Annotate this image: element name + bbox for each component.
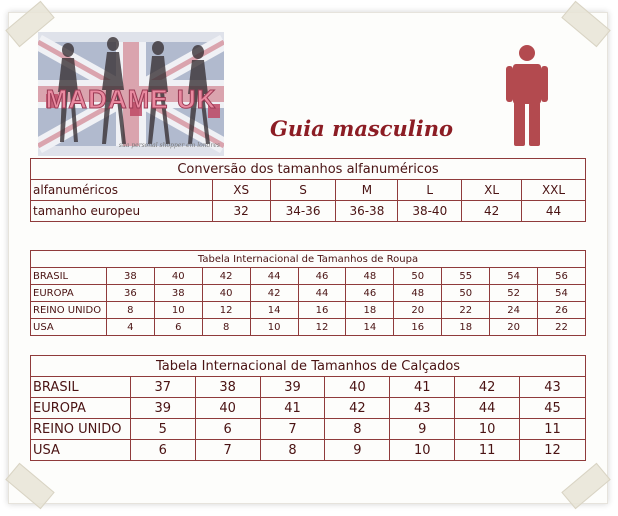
table-cell: 8 [106,302,154,319]
table-cell: 42 [462,201,522,222]
table-cell: 46 [298,268,346,285]
table-cell: 7 [260,419,325,440]
table-cell: 6 [195,419,260,440]
table-cell: 9 [390,419,455,440]
table-cell: XXL [522,180,586,201]
table-cell: 7 [195,440,260,461]
table-cell: 4 [106,319,154,336]
shoe-size-table [30,355,586,461]
table-cell: 56 [538,268,586,285]
table-cell: 14 [346,319,394,336]
table-row [31,201,586,222]
table-cell: 36 [106,285,154,302]
table-row [31,268,586,285]
row-label: USA [31,319,107,336]
table-row [31,398,586,419]
table-cell: XL [462,180,522,201]
table-cell: 37 [130,377,195,398]
table-cell: 50 [442,285,490,302]
table-cell: 43 [520,377,586,398]
table-cell: 46 [346,285,394,302]
table-cell: 42 [455,377,520,398]
table-cell: 42 [202,268,250,285]
table-cell: 10 [455,419,520,440]
table-cell: 42 [325,398,390,419]
table-cell: 16 [394,319,442,336]
clothing-size-table [30,250,586,336]
tape-corner [561,1,610,47]
table-cell: 40 [195,398,260,419]
tape-corner [561,463,610,509]
table-cell: 38-40 [398,201,462,222]
table-row [31,285,586,302]
table-cell: 36-38 [336,201,398,222]
table-cell: 52 [490,285,538,302]
page-title: Guia masculino [270,116,454,141]
table-cell: XS [212,180,270,201]
tape-corner [5,463,54,509]
table-cell: 5 [130,419,195,440]
table-cell: 40 [202,285,250,302]
table-cell: 10 [390,440,455,461]
table-cell: L [398,180,462,201]
table-cell: 40 [325,377,390,398]
table-cell: 44 [298,285,346,302]
table-cell: 48 [346,268,394,285]
row-label: alfanuméricos [31,180,213,201]
table-cell: 38 [154,285,202,302]
man-figure-icon [505,44,549,148]
table-cell: 41 [390,377,455,398]
table-cell: 39 [130,398,195,419]
table-row [31,302,586,319]
table-cell: 40 [154,268,202,285]
table-cell: 26 [538,302,586,319]
table-cell: 18 [346,302,394,319]
table-cell: 48 [394,285,442,302]
table-cell: 14 [250,302,298,319]
row-label: REINO UNIDO [31,302,107,319]
logo-brand: MADAME UK [45,84,217,114]
row-label: tamanho europeu [31,201,213,222]
table-cell: 44 [455,398,520,419]
table-cell: 11 [520,419,586,440]
table-cell: 38 [195,377,260,398]
table-caption: Conversão dos tamanhos alfanuméricos [31,159,586,180]
table-cell: 18 [442,319,490,336]
table-row [31,377,586,398]
table-cell: 44 [250,268,298,285]
table-cell: 12 [298,319,346,336]
table-cell: 20 [490,319,538,336]
table-cell: 42 [250,285,298,302]
table-cell: 22 [442,302,490,319]
table-cell: 38 [106,268,154,285]
table-cell: 34-36 [270,201,336,222]
table-cell: 11 [455,440,520,461]
madame-uk-logo [38,32,224,156]
table-row [31,419,586,440]
table-cell: 24 [490,302,538,319]
table-cell: 9 [325,440,390,461]
row-label: REINO UNIDO [31,419,131,440]
table-cell: 50 [394,268,442,285]
row-label: EUROPA [31,285,107,302]
table-cell: 43 [390,398,455,419]
table-cell: 10 [250,319,298,336]
alpha-size-table [30,158,586,222]
table-cell: 44 [522,201,586,222]
table-cell: 55 [442,268,490,285]
table-cell: 8 [325,419,390,440]
table-cell: 45 [520,398,586,419]
table-cell: 6 [130,440,195,461]
table-row [31,440,586,461]
table-cell: M [336,180,398,201]
row-label: USA [31,440,131,461]
row-label: BRASIL [31,268,107,285]
table-cell: 12 [202,302,250,319]
table-cell: 39 [260,377,325,398]
table-cell: 20 [394,302,442,319]
table-cell: 22 [538,319,586,336]
table-row [31,319,586,336]
table-cell: 8 [260,440,325,461]
table-cell: 32 [212,201,270,222]
table-caption: Tabela Internacional de Tamanhos de Calçados [31,356,586,377]
table-cell: 8 [202,319,250,336]
table-cell: S [270,180,336,201]
row-label: EUROPA [31,398,131,419]
table-row [31,180,586,201]
table-cell: 41 [260,398,325,419]
table-cell: 16 [298,302,346,319]
logo-tagline: sua personal shopper em londres [118,142,220,149]
table-cell: 54 [538,285,586,302]
table-cell: 10 [154,302,202,319]
row-label: BRASIL [31,377,131,398]
table-cell: 12 [520,440,586,461]
table-cell: 6 [154,319,202,336]
table-caption: Tabela Internacional de Tamanhos de Roupa [31,251,586,268]
table-cell: 54 [490,268,538,285]
